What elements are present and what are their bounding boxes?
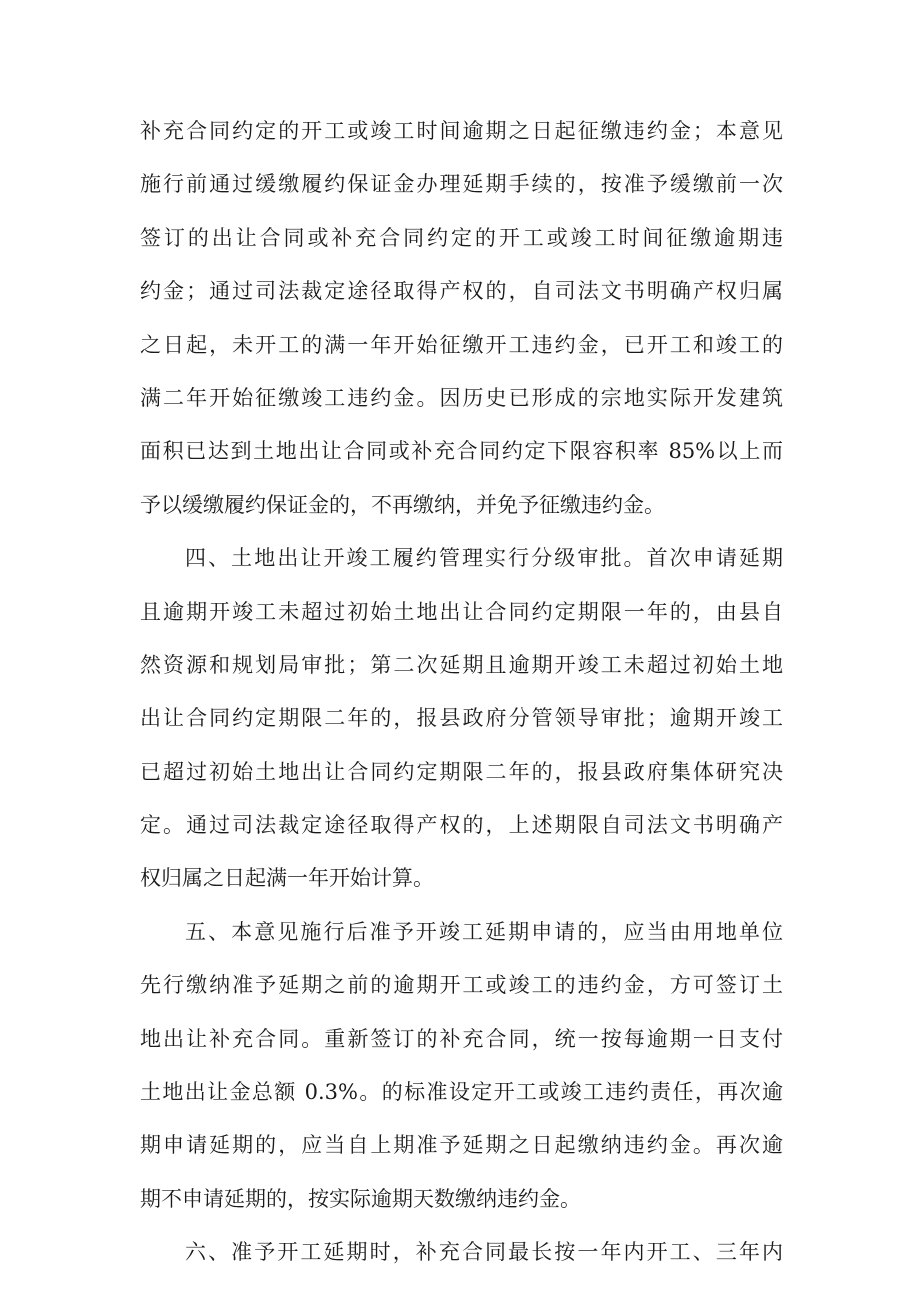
paragraph-continuation xyxy=(140,112,783,539)
text-line: 签订的出让合同或补充合同约定的开工或竣工时间征缴逾期违 xyxy=(140,225,783,250)
text-line: 期不申请延期的，按实际逾期天数缴纳违约金。 xyxy=(140,1186,581,1211)
text-line: 土地出让金总额 0.3%。的标准设定开工或竣工违约责任，再次逾 xyxy=(140,1080,783,1105)
text-line: 地出让补充合同。重新签订的补充合同，统一按每逾期一日支付 xyxy=(140,1026,783,1051)
paragraph-section-4 xyxy=(140,539,783,913)
text-line: 且逾期开竣工未超过初始土地出让合同约定期限一年的，由县自 xyxy=(140,599,783,624)
document-page xyxy=(140,112,783,1287)
text-line: 定。通过司法裁定途径取得产权的，上述期限自司法文书明确产 xyxy=(140,813,783,838)
text-line: 然资源和规划局审批；第二次延期且逾期开竣工未超过初始土地 xyxy=(140,652,783,677)
text-line: 之日起，未开工的满一年开始征缴开工违约金，已开工和竣工的 xyxy=(140,332,783,357)
text-line: 先行缴纳准予延期之前的逾期开工或竣工的违约金，方可签订土 xyxy=(140,973,783,998)
paragraph-section-5 xyxy=(140,913,783,1233)
text-line: 期申请延期的，应当自上期准予延期之日起缴纳违约金。再次逾 xyxy=(140,1133,783,1158)
text-line: 补充合同约定的开工或竣工时间逾期之日起征缴违约金；本意见 xyxy=(140,119,783,143)
text-line: 六、准予开工延期时，补充合同最长按一年内开工、三年内 xyxy=(185,1240,783,1265)
text-line: 予以缓缴履约保证金的，不再缴纳，并免予征缴违约金。 xyxy=(140,492,665,517)
text-line: 已超过初始土地出让合同约定期限二年的，报县政府集体研究决 xyxy=(140,759,783,784)
text-line: 出让合同约定期限二年的，报县政府分管领导审批；逾期开竣工 xyxy=(140,706,783,731)
text-line: 权归属之日起满一年开始计算。 xyxy=(140,866,434,891)
text-line: 四、土地出让开竣工履约管理实行分级审批。首次申请延期 xyxy=(185,546,783,571)
text-line: 面积已达到土地出让合同或补充合同约定下限容积率 85%以上而 xyxy=(140,439,783,464)
text-line: 施行前通过缓缴履约保证金办理延期手续的，按准予缓缴前一次 xyxy=(140,172,783,197)
text-line: 满二年开始征缴竣工违约金。因历史已形成的宗地实际开发建筑 xyxy=(140,385,783,410)
text-line: 约金；通过司法裁定途径取得产权的，自司法文书明确产权归属 xyxy=(140,279,783,304)
paragraph-section-6 xyxy=(140,1233,783,1286)
text-line: 五、本意见施行后准予开竣工延期申请的，应当由用地单位 xyxy=(185,919,783,944)
